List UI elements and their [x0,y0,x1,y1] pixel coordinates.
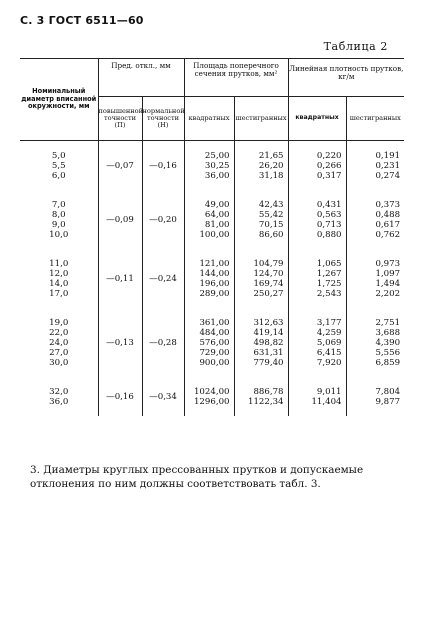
cell-density-hex-value: 0,762 [375,230,401,240]
cell-diameter-value: 32,0 [49,387,69,397]
note-paragraph: 3. Диаметры круглых прессованных прутков и допускаемые отклонения по ним должны соответствовать табл. 3. [30,464,364,490]
cell-diameter [20,141,98,191]
cell-density-hex-value: 2,202 [375,289,401,299]
cell-density-square-value: 1,267 [316,269,342,279]
cell-area-hex-value: 886,78 [253,387,284,397]
cell-diameter-value: 5,0 [51,151,66,161]
cell-area-hex [234,141,288,191]
cell-density-hex [346,309,404,378]
cell-density-hex-value: 1,494 [375,279,401,289]
cell-area-square-value: 576,00 [199,338,230,348]
cell-diameter-value: 36,0 [49,397,69,407]
cell-density-hex-value: 9,877 [375,397,401,407]
header-nominal-diameter: Номинальный диаметр вписанной окружности, мм [20,59,98,141]
cell-density-hex-value: 0,373 [375,200,401,210]
header-area-square: квадратных [184,97,234,141]
cell-density-square-value: 6,415 [316,348,342,358]
cell-density-hex [346,191,404,250]
cell-density-square-value: 0,713 [316,220,342,230]
cell-area-square-value: 121,00 [199,259,230,269]
cell-diameter-value: 8,0 [51,210,66,220]
cell-area-hex-value: 1122,34 [247,397,284,407]
cell-area-hex-value: 779,40 [253,358,284,368]
cell-area-square-value: 729,00 [199,348,230,358]
cell-density-square [288,141,346,191]
cell-diameter-value: 24,0 [49,338,69,348]
cell-tol-n: —0,24 [142,250,184,309]
cell-area-square-value: 36,00 [204,171,230,181]
cell-density-hex-value: 7,804 [375,387,401,397]
cell-density-hex-value: 3,688 [375,328,401,338]
cell-area-square [184,309,234,378]
cell-area-hex-value: 419,14 [253,328,284,338]
cell-tol-n: —0,28 [142,309,184,378]
cell-area-square [184,250,234,309]
header-tol-precision-p: повышенной точности (П) [98,97,142,141]
cell-diameter-value: 10,0 [49,230,69,240]
cell-area-hex [234,191,288,250]
cell-density-hex-value: 2,751 [375,318,401,328]
cell-density-square-value: 0,880 [316,230,342,240]
cell-area-square [184,141,234,191]
cell-density-hex-value: 0,191 [375,151,401,161]
cell-density-square-value: 11,404 [311,397,342,407]
cell-density-square [288,378,346,417]
cell-density-hex [346,141,404,191]
cell-diameter-value: 14,0 [49,279,69,289]
cell-area-square [184,191,234,250]
cell-area-hex [234,378,288,417]
cell-diameter-value: 9,0 [51,220,66,230]
cell-area-hex-value: 631,31 [253,348,284,358]
header-tol-normal-n: нормальной точности (Н) [142,97,184,141]
cell-area-hex-value: 124,70 [253,269,284,279]
cell-diameter-value: 30,0 [49,358,69,368]
table-caption: Таблица 2 [323,40,388,53]
cell-area-hex-value: 42,43 [258,200,284,210]
header-area-hex: шестигранных [234,97,288,141]
header-tolerance-group: Пред. откл., мм [98,59,184,97]
cell-area-square-value: 49,00 [204,200,230,210]
dimensions-table [20,58,404,416]
cell-diameter-value: 7,0 [51,200,66,210]
table-row [20,141,404,191]
cell-density-square-value: 0,220 [316,151,342,161]
cell-area-hex-value: 250,27 [253,289,284,299]
cell-diameter-value: 22,0 [49,328,69,338]
cell-density-hex [346,378,404,417]
cell-density-hex-value: 0,488 [375,210,401,220]
table-row [20,378,404,417]
cell-area-square-value: 289,00 [199,289,230,299]
cell-tol-p: —0,13 [98,309,142,378]
cell-density-hex-value: 0,617 [375,220,401,230]
cell-density-hex-value: 0,274 [375,171,401,181]
table-row [20,250,404,309]
header-density-group: Линейная плотность прутков, кг/м [288,59,404,97]
cell-area-square-value: 1024,00 [193,387,230,397]
cell-density-square-value: 0,266 [316,161,342,171]
cell-area-hex [234,250,288,309]
cell-density-square-value: 9,011 [316,387,342,397]
cell-area-hex-value: 31,18 [258,171,284,181]
cell-density-square [288,309,346,378]
table-row [20,191,404,250]
cell-area-hex [234,309,288,378]
cell-density-square-value: 0,563 [316,210,342,220]
cell-density-square-value: 0,431 [316,200,342,210]
cell-tol-n: —0,20 [142,191,184,250]
header-density-square: квадратных [288,97,346,141]
cell-tol-n: —0,34 [142,378,184,417]
cell-area-hex-value: 498,82 [253,338,284,348]
cell-area-hex-value: 21,65 [258,151,284,161]
header-area-group: Площадь поперечного сечения прутков, мм² [184,59,288,97]
cell-density-hex-value: 1,097 [375,269,401,279]
cell-area-hex-value: 169,74 [253,279,284,289]
cell-density-square-value: 3,177 [316,318,342,328]
cell-diameter-value: 27,0 [49,348,69,358]
cell-diameter-value: 19,0 [49,318,69,328]
cell-area-hex-value: 55,42 [258,210,284,220]
cell-area-square-value: 196,00 [199,279,230,289]
cell-area-square-value: 30,25 [204,161,230,171]
cell-density-square-value: 5,069 [316,338,342,348]
cell-area-hex-value: 104,79 [253,259,284,269]
cell-density-hex [346,250,404,309]
cell-area-square-value: 64,00 [204,210,230,220]
cell-diameter-value: 17,0 [49,289,69,299]
cell-diameter-value: 6,0 [51,171,66,181]
cell-density-hex-value: 4,390 [375,338,401,348]
table-row [20,309,404,378]
cell-density-square [288,191,346,250]
cell-density-hex-value: 0,231 [375,161,401,171]
cell-area-square [184,378,234,417]
cell-tol-p: —0,16 [98,378,142,417]
cell-area-square-value: 900,00 [199,358,230,368]
cell-area-square-value: 1296,00 [193,397,230,407]
cell-diameter [20,191,98,250]
cell-area-hex-value: 312,63 [253,318,284,328]
cell-tol-p: —0,07 [98,141,142,191]
cell-area-square-value: 361,00 [199,318,230,328]
cell-diameter [20,250,98,309]
cell-density-square-value: 1,725 [316,279,342,289]
cell-area-hex-value: 70,15 [258,220,284,230]
cell-density-square-value: 2,543 [316,289,342,299]
cell-tol-p: —0,09 [98,191,142,250]
cell-density-square-value: 0,317 [316,171,342,181]
cell-density-square-value: 7,920 [316,358,342,368]
cell-tol-n: —0,16 [142,141,184,191]
page-header: С. 3 ГОСТ 6511—60 [20,14,144,27]
cell-tol-p: —0,11 [98,250,142,309]
cell-diameter [20,309,98,378]
cell-density-square [288,250,346,309]
cell-diameter [20,378,98,417]
cell-diameter-value: 5,5 [51,161,66,171]
cell-area-square-value: 100,00 [199,230,230,240]
cell-density-square-value: 1,065 [316,259,342,269]
cell-density-hex-value: 6,859 [375,358,401,368]
header-density-hex: шестигранных [346,97,404,141]
cell-area-square-value: 484,00 [199,328,230,338]
cell-diameter-value: 11,0 [49,259,69,269]
cell-area-square-value: 25,00 [204,151,230,161]
cell-area-square-value: 144,00 [199,269,230,279]
cell-area-hex-value: 86,60 [258,230,284,240]
cell-area-square-value: 81,00 [204,220,230,230]
table-body [20,141,404,417]
cell-area-hex-value: 26,20 [258,161,284,171]
cell-density-square-value: 4,259 [316,328,342,338]
cell-diameter-value: 12,0 [49,269,69,279]
cell-density-hex-value: 5,556 [375,348,401,358]
cell-density-hex-value: 0,973 [375,259,401,269]
